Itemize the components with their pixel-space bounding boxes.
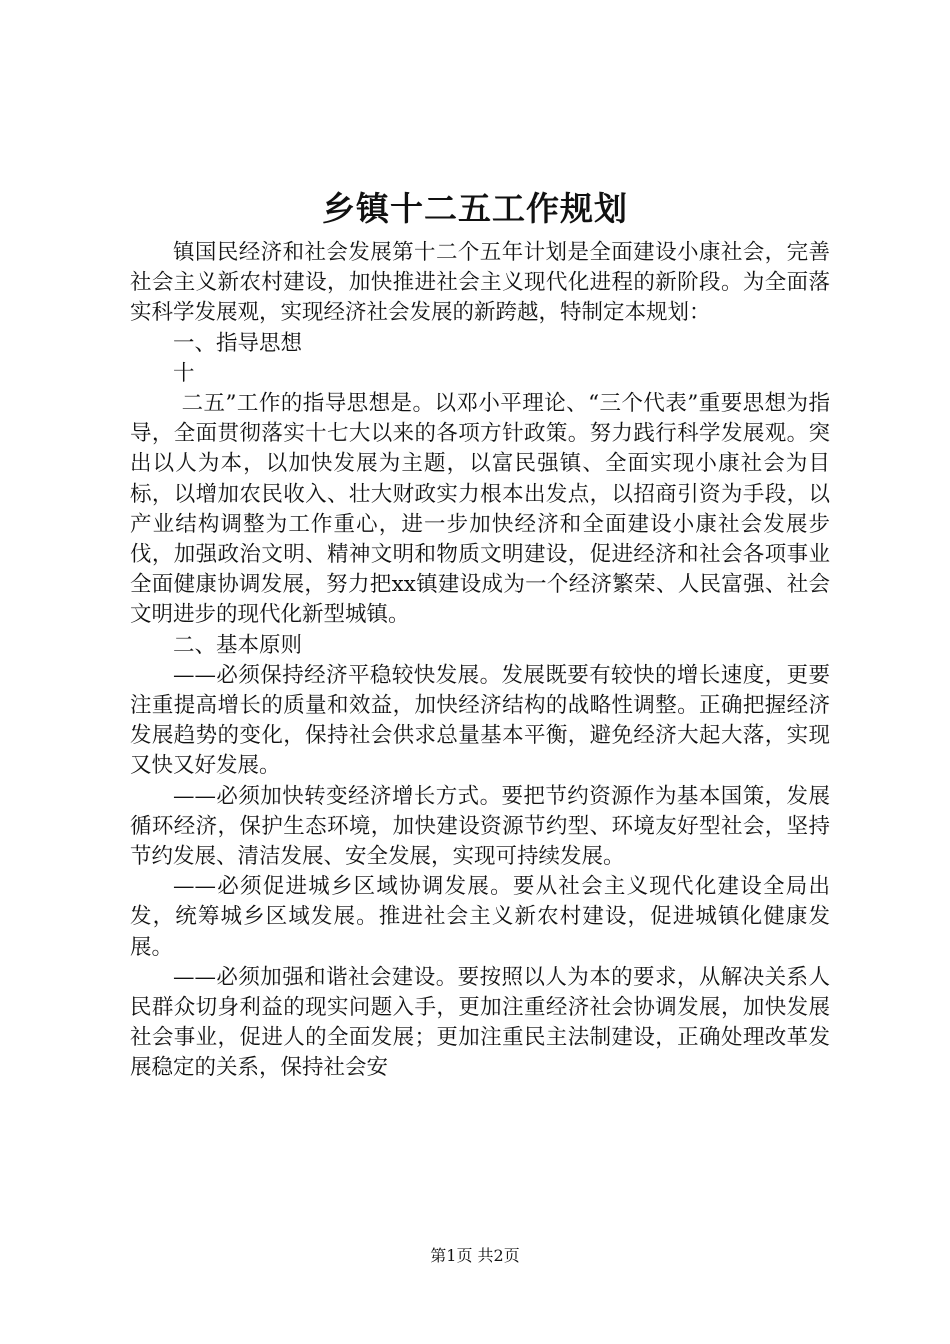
document-body [130, 238, 830, 1084]
section-heading-guiding-ideology: 一、指导思想 [173, 330, 303, 356]
paragraph-principle-3: ——必须促进城乡区域协调发展。要从社会主义现代化建设全局出发，统筹城乡区域发展。推进社会主义新农村建设，促进城镇化健康发展。 [130, 874, 830, 960]
document-title: 乡镇十二五工作规划 [322, 189, 628, 228]
page-footer: 第1页 共2页 [430, 1246, 520, 1265]
paragraph-principle-1: ——必须保持经济平稳较快发展。发展既要有较快的增长速度，更要注重提高增长的质量和效益，加快经济结构的战略性调整。正确把握经济发展趋势的变化，保持社会供求总量基本平衡，避免经济大起大落，实现又快又好发展。 [130, 662, 830, 779]
section-heading-basic-principles: 二、基本原则 [173, 632, 303, 658]
paragraph-principle-2: ——必须加快转变经济增长方式。要把节约资源作为基本国策，发展循环经济，保护生态环境，加快建设资源节约型、环境友好型社会，坚持节约发展、清洁发展、安全发展，实现可持续发展。 [130, 783, 830, 870]
paragraph-intro: 镇国民经济和社会发展第十二个五年计划是全面建设小康社会，完善社会主义新农村建设，加快推进社会主义现代化进程的新阶段。为全面落实科学发展观，实现经济社会发展的新跨越，特制定本规划： [130, 240, 830, 326]
paragraph-fragment: 十 [173, 360, 195, 386]
paragraph-principle-4: ——必须加强和谐社会建设。要按照以人为本的要求，从解决关系人民群众切身利益的现实问题入手，更加注重经济社会协调发展，加快发展社会事业，促进人的全面发展；更加注重民主法制建设，正确处理改革发展稳定的关系，保持社会安 [130, 964, 830, 1081]
paragraph-guiding-ideology: 二五”工作的指导思想是。以邓小平理论、“三个代表”重要思想为指导，全面贯彻落实十七大以来的各项方针政策。努力践行科学发展观。突出以人为本，以加快发展为主题，以富民强镇、全面实现小康社会为目标，以增加农民收入、壮大财政实力根本出发点，以招商引资为手段，以产业结构调整为工作重心，进一步加快经济和全面建设小康社会发展步伐，加强政治文明、精神文明和物质文明建设，促进经济和社会各项事业全面健康协调发展，努力把xx镇建设成为一个经济繁荣、人民富强、社会文明进步的现代化新型城镇。 [130, 391, 830, 628]
